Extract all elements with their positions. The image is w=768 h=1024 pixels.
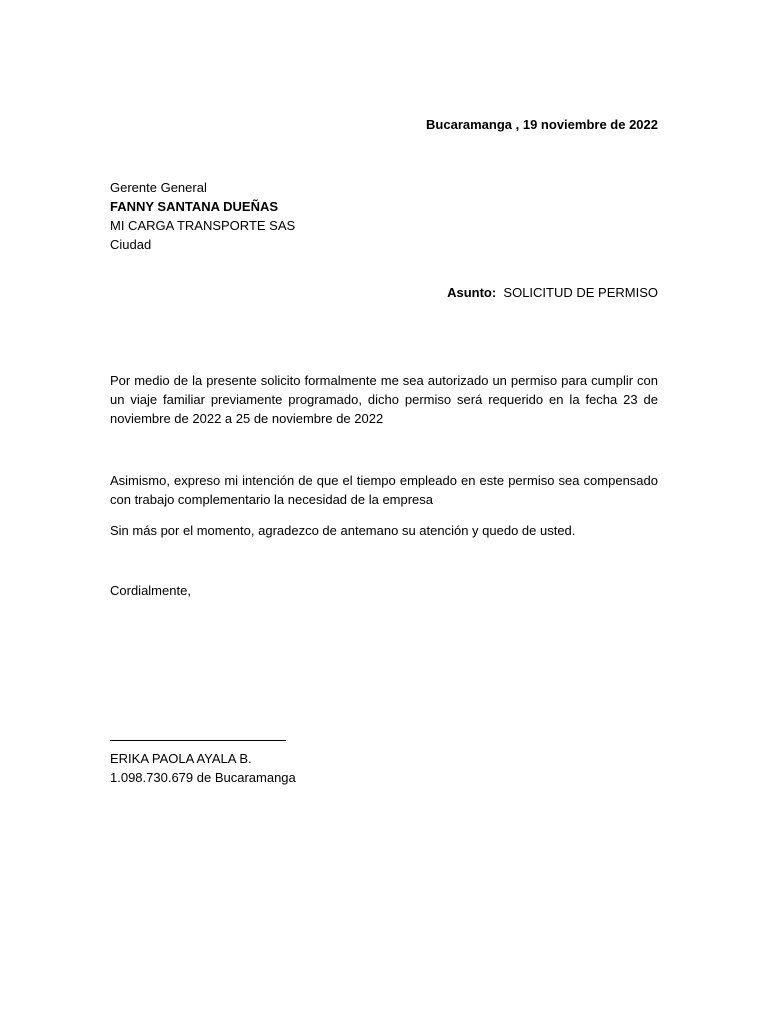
subject-text: SOLICITUD DE PERMISO (503, 285, 658, 300)
signature-rule (110, 740, 286, 741)
closing-line: Cordialmente, (110, 583, 191, 598)
body-paragraph-2: Asimismo, expreso mi intención de que el tiempo empleado en este permiso sea compensado con trabajo complementario la necesidad de la empresa (110, 473, 658, 507)
recipient-title: Gerente General (110, 180, 207, 195)
subject-label: Asunto: (447, 285, 497, 300)
date-line: Bucaramanga , 19 noviembre de 2022 (426, 117, 658, 132)
recipient-name: FANNY SANTANA DUEÑAS (110, 199, 279, 214)
recipient-company: MI CARGA TRANSPORTE SAS (110, 218, 296, 233)
recipient-block (110, 178, 295, 254)
recipient-city: Ciudad (110, 237, 152, 252)
subject-line (447, 285, 658, 300)
signature-block (110, 740, 296, 787)
body-paragraph-1: Por medio de la presente solicito formalmente me sea autorizado un permiso para cumplir con un viaje familiar previamente programado, dicho permiso será requerido en la fecha 23 de noviembre de 2022 a 25 de noviembre de 2022 (110, 373, 658, 426)
signature-name: ERIKA PAOLA AYALA B. (110, 751, 252, 766)
body-paragraph-3: Sin más por el momento, agradezco de antemano su atención y quedo de usted. (110, 523, 576, 538)
signature-id: 1.098.730.679 de Bucaramanga (110, 770, 296, 785)
